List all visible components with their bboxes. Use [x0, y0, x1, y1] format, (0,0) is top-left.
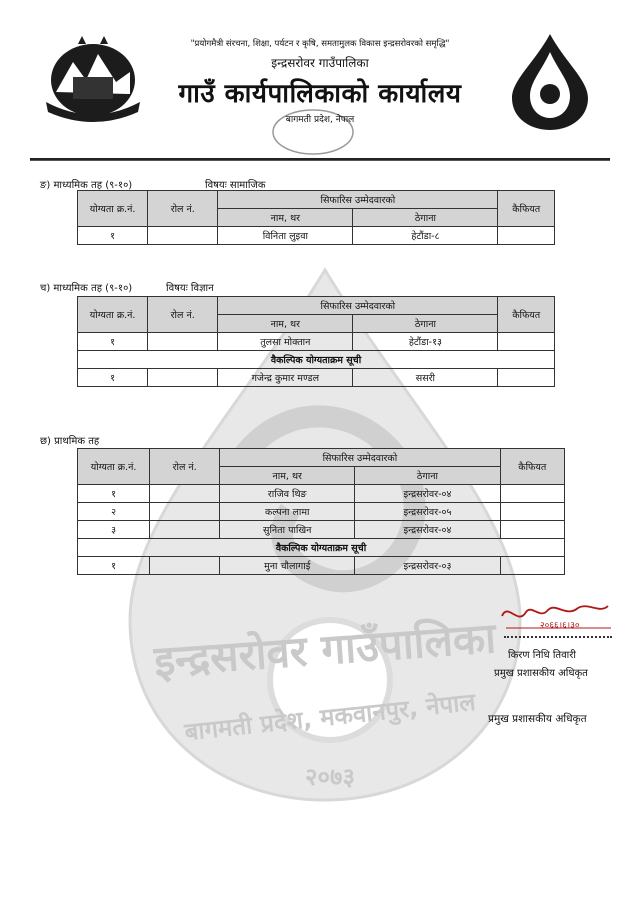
col-roll-no: रोल नं. [150, 449, 220, 485]
cell-name: सुनिता पाखिन [220, 521, 355, 539]
cell-remarks [498, 227, 555, 245]
section-chh-title: छ) प्राथमिक तह [40, 436, 100, 447]
watermark-name: इन्द्रसरोवर गाउँपालिका [152, 613, 498, 686]
cell-remarks [498, 333, 555, 351]
cell-address: इन्द्रसरोवर-०४ [355, 521, 500, 539]
cell-merit: ३ [78, 521, 150, 539]
cell-merit: १ [78, 333, 148, 351]
table-row [78, 521, 565, 539]
col-candidate-group: सिफारिस उम्मेदवारको [218, 297, 498, 315]
table-header-row [78, 297, 555, 315]
cell-remarks [500, 503, 564, 521]
table-header-row [78, 191, 555, 209]
col-merit-no: योग्यता क्र.नं. [78, 449, 150, 485]
header-divider [30, 158, 610, 161]
cell-name: तुलसा मोक्तान [218, 333, 353, 351]
col-roll-no: रोल नं. [148, 297, 218, 333]
col-address: ठेगाना [355, 467, 500, 485]
section-ch-table [77, 296, 555, 387]
cell-address: हेटौंडा-१३ [353, 333, 498, 351]
cell-address: इन्द्रसरोवर-०४ [355, 485, 500, 503]
cell-roll [148, 227, 218, 245]
header-motto: "प्रयोगमैत्री संरचना, शिक्षा, पर्यटन र कृषि, समतामुलक विकास इन्द्रसरोवरको समृद्धि" [190, 39, 450, 49]
cell-roll [150, 557, 220, 575]
section-e-title: ङ) माध्यमिक तह (९-१०) [40, 180, 133, 191]
table-row [78, 503, 565, 521]
cell-roll [150, 503, 220, 521]
col-name: नाम, थर [218, 315, 353, 333]
watermark-address: बागमती प्रदेश, मकवानपुर, नेपाल [183, 687, 477, 747]
cell-address: हेटौंडा-८ [353, 227, 498, 245]
col-address: ठेगाना [353, 315, 498, 333]
col-remarks: कैफियत [498, 191, 555, 227]
cell-merit: १ [78, 485, 150, 503]
col-candidate-group: सिफारिस उम्मेदवारको [220, 449, 500, 467]
province-line: बागमती प्रदेश, नेपाल [285, 115, 355, 125]
alternate-list-heading: वैकल्पिक योग्यताक्रम सूची [78, 539, 565, 557]
table-row [78, 557, 565, 575]
table-row [78, 485, 565, 503]
table-row [78, 369, 555, 387]
section-ch-subject: विषयः विज्ञान [166, 283, 214, 294]
cell-name: राजिव थिङ [220, 485, 355, 503]
col-merit-no: योग्यता क्र.नं. [78, 297, 148, 333]
col-candidate-group: सिफारिस उम्मेदवारको [218, 191, 498, 209]
col-name: नाम, थर [218, 209, 353, 227]
municipality-drop-logo [500, 32, 600, 132]
cell-name: कल्पना लामा [220, 503, 355, 521]
cell-name: मुना चौलागाई [220, 557, 355, 575]
signature-date: २०६६।६।३० [540, 621, 580, 631]
col-roll-no: रोल नं. [148, 191, 218, 227]
signature-line [504, 636, 612, 638]
signatory-title: प्रमुख प्रशासकीय अधिकृत [494, 668, 588, 679]
col-name: नाम, थर [220, 467, 355, 485]
col-remarks: कैफियत [498, 297, 555, 333]
col-address: ठेगाना [353, 209, 498, 227]
cell-roll [148, 369, 218, 387]
cell-merit: १ [78, 369, 148, 387]
signatory-name: किरण निधि तिवारी [508, 650, 576, 661]
table-row [78, 227, 555, 245]
alternate-list-heading-row [78, 351, 555, 369]
cell-merit: १ [78, 557, 150, 575]
section-chh-table [77, 448, 565, 575]
alternate-list-heading: वैकल्पिक योग्यताक्रम सूची [78, 351, 555, 369]
cell-address: ससरी [353, 369, 498, 387]
watermark-year: २०७३ [305, 763, 355, 791]
coat-of-arms-emblem [38, 32, 148, 127]
cell-roll [150, 521, 220, 539]
cell-roll [148, 333, 218, 351]
section-e-table [77, 190, 555, 245]
cell-remarks [500, 557, 564, 575]
table-row [78, 333, 555, 351]
stamp-title: प्रमुख प्रशासकीय अधिकृत [488, 713, 587, 725]
cell-address: इन्द्रसरोवर-०५ [355, 503, 500, 521]
col-remarks: कैफियत [500, 449, 564, 485]
alternate-list-heading-row [78, 539, 565, 557]
cell-roll [150, 485, 220, 503]
cell-name: गजेन्द्र कुमार मण्डल [218, 369, 353, 387]
cell-address: इन्द्रसरोवर-०३ [355, 557, 500, 575]
section-e-subject: विषयः सामाजिक [205, 180, 266, 191]
cell-name: विनिता लुइवा [218, 227, 353, 245]
cell-merit: १ [78, 227, 148, 245]
cell-merit: २ [78, 503, 150, 521]
cell-remarks [500, 485, 564, 503]
table-header-row [78, 449, 565, 467]
col-merit-no: योग्यता क्र.नं. [78, 191, 148, 227]
office-title: गाउँ कार्यपालिकाको कार्यालय [178, 79, 462, 109]
municipality-name: इन्द्रसरोवर गाउँपालिका [271, 56, 369, 70]
cell-remarks [500, 521, 564, 539]
section-ch-title: च) माध्यमिक तह (९-१०) [40, 283, 133, 294]
cell-remarks [498, 369, 555, 387]
